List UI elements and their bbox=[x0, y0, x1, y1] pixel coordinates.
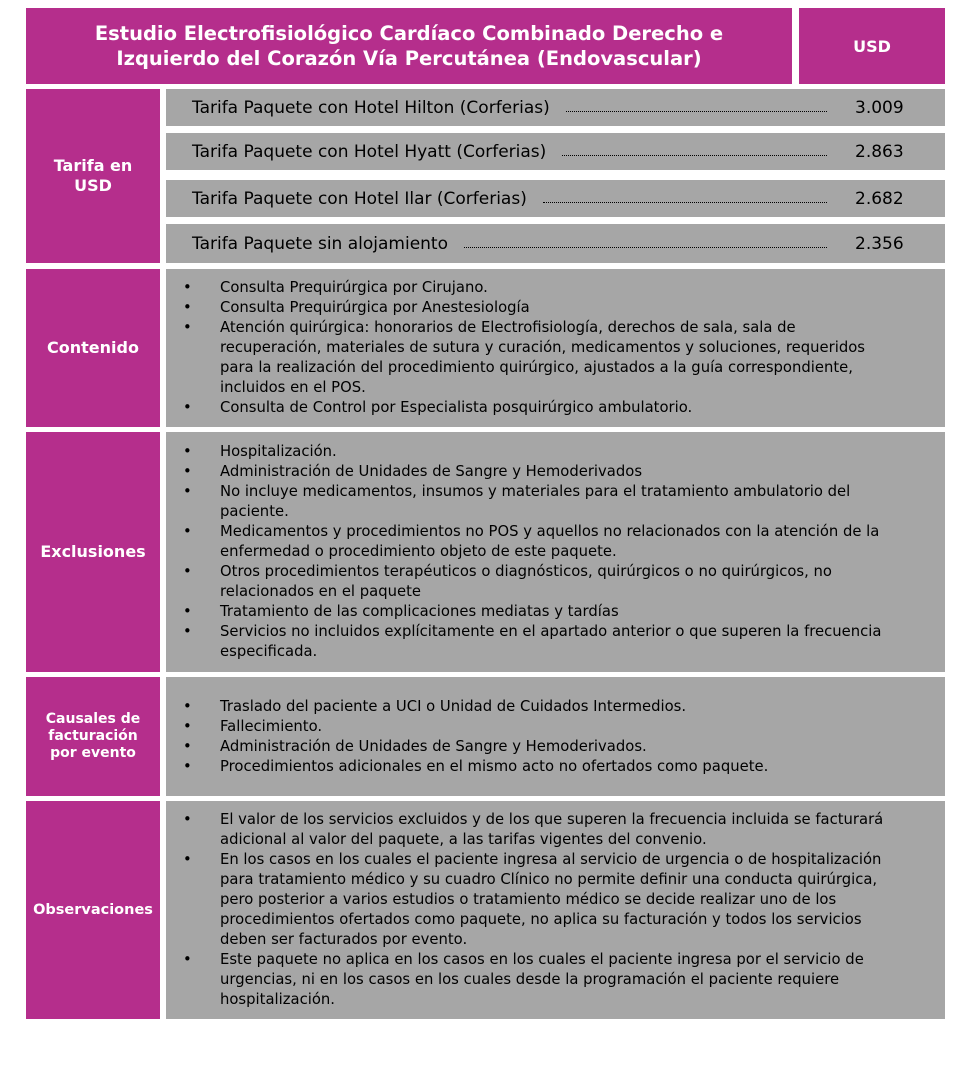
list-item: • Tratamiento de las complicaciones mediatas y tardías bbox=[183, 602, 889, 622]
list-item: • Administración de Unidades de Sangre y Hemoderivados. bbox=[183, 737, 889, 757]
list-item: • Medicamentos y procedimientos no POS y aquellos no relacionados con la atención de la enfermedad o procedimiento objeto de este paquete. bbox=[183, 522, 889, 562]
list-item: • Consulta Prequirúrgica por Anestesiología bbox=[183, 298, 889, 318]
list-item: • Administración de Unidades de Sangre y Hemoderivados bbox=[183, 462, 889, 482]
list-item: • Otros procedimientos terapéuticos o diagnósticos, quirúrgicos o no quirúrgicos, no relacionados en el paquete bbox=[183, 562, 889, 602]
rate-value: 3.009 bbox=[855, 97, 904, 118]
observaciones-panel bbox=[166, 801, 945, 1019]
list-item: • Atención quirúrgica: honorarios de Electrofisiología, derechos de sala, sala de recuperación, materiales de sutura y curación, medicamentos y soluciones, requeridos para la realización del procedimiento quirúrgico, ajustados a la guía correspondiente, incluidos en el POS. bbox=[183, 318, 889, 398]
rate-row bbox=[166, 180, 945, 217]
leader-dots bbox=[464, 247, 827, 248]
list-item: • Consulta de Control por Especialista posquirúrgico ambulatorio. bbox=[183, 398, 889, 418]
rate-name: Tarifa Paquete con Hotel Hilton (Corferias) bbox=[192, 97, 550, 118]
causales-panel bbox=[166, 677, 945, 796]
list-item: • En los casos en los cuales el paciente ingresa al servicio de urgencia o de hospitalización para tratamiento médico y su cuadro Clínico no permite definir una conducta quirúrgica, pero posterior a varios estudios o tratamiento médico se decide realizar uno de los procedimientos ofertados como paquete, no aplica su facturación y todos los servicios deben ser facturados por evento. bbox=[183, 850, 889, 950]
leader-dots bbox=[543, 202, 827, 203]
rate-value: 2.863 bbox=[855, 141, 904, 162]
leader-dots bbox=[562, 155, 827, 156]
page-title: Estudio Electrofisiológico Cardíaco Combinado Derecho e Izquierdo del Corazón Vía Percutánea (Endovascular) bbox=[26, 8, 792, 84]
contenido-list bbox=[183, 278, 889, 418]
rate-value: 2.356 bbox=[855, 233, 904, 254]
exclusiones-label: Exclusiones bbox=[26, 432, 160, 672]
rate-row bbox=[166, 224, 945, 263]
rate-name: Tarifa Paquete sin alojamiento bbox=[192, 233, 448, 254]
rates-label bbox=[26, 89, 160, 263]
list-item: • El valor de los servicios excluidos y de los que superen la frecuencia incluida se facturará adicional al valor del paquete, a las tarifas vigentes del convenio. bbox=[183, 810, 889, 850]
rate-row bbox=[166, 89, 945, 126]
causales-list bbox=[183, 697, 889, 777]
list-item: • Traslado del paciente a UCI o Unidad de Cuidados Intermedios. bbox=[183, 697, 889, 717]
contenido-label: Contenido bbox=[26, 269, 160, 427]
observaciones-list bbox=[183, 810, 889, 1010]
rate-row bbox=[166, 133, 945, 170]
list-item: • Este paquete no aplica en los casos en los cuales el paciente ingresa por el servicio de urgencias, ni en los casos en los cuales desde la programación el paciente requiere hospitalización. bbox=[183, 950, 889, 1010]
currency-header: USD bbox=[799, 8, 945, 84]
exclusiones-panel bbox=[166, 432, 945, 672]
leader-dots bbox=[566, 111, 827, 112]
contenido-panel bbox=[166, 269, 945, 427]
rate-name: Tarifa Paquete con Hotel Hyatt (Corferias) bbox=[192, 141, 547, 162]
rate-name: Tarifa Paquete con Hotel Ilar (Corferias) bbox=[192, 188, 527, 209]
rate-value: 2.682 bbox=[855, 188, 904, 209]
rates-label-text: Tarifa en USD bbox=[53, 156, 133, 195]
list-item: • No incluye medicamentos, insumos y materiales para el tratamiento ambulatorio del paciente. bbox=[183, 482, 889, 522]
list-item: • Procedimientos adicionales en el mismo acto no ofertados como paquete. bbox=[183, 757, 889, 777]
list-item: • Hospitalización. bbox=[183, 442, 889, 462]
list-item: • Servicios no incluidos explícitamente en el apartado anterior o que superen la frecuencia especificada. bbox=[183, 622, 889, 662]
exclusiones-list bbox=[183, 442, 889, 662]
causales-label-text: Causales de facturación por evento bbox=[45, 711, 141, 761]
observaciones-label: Observaciones bbox=[26, 801, 160, 1019]
causales-label bbox=[26, 677, 160, 796]
list-item: • Fallecimiento. bbox=[183, 717, 889, 737]
list-item: • Consulta Prequirúrgica por Cirujano. bbox=[183, 278, 889, 298]
